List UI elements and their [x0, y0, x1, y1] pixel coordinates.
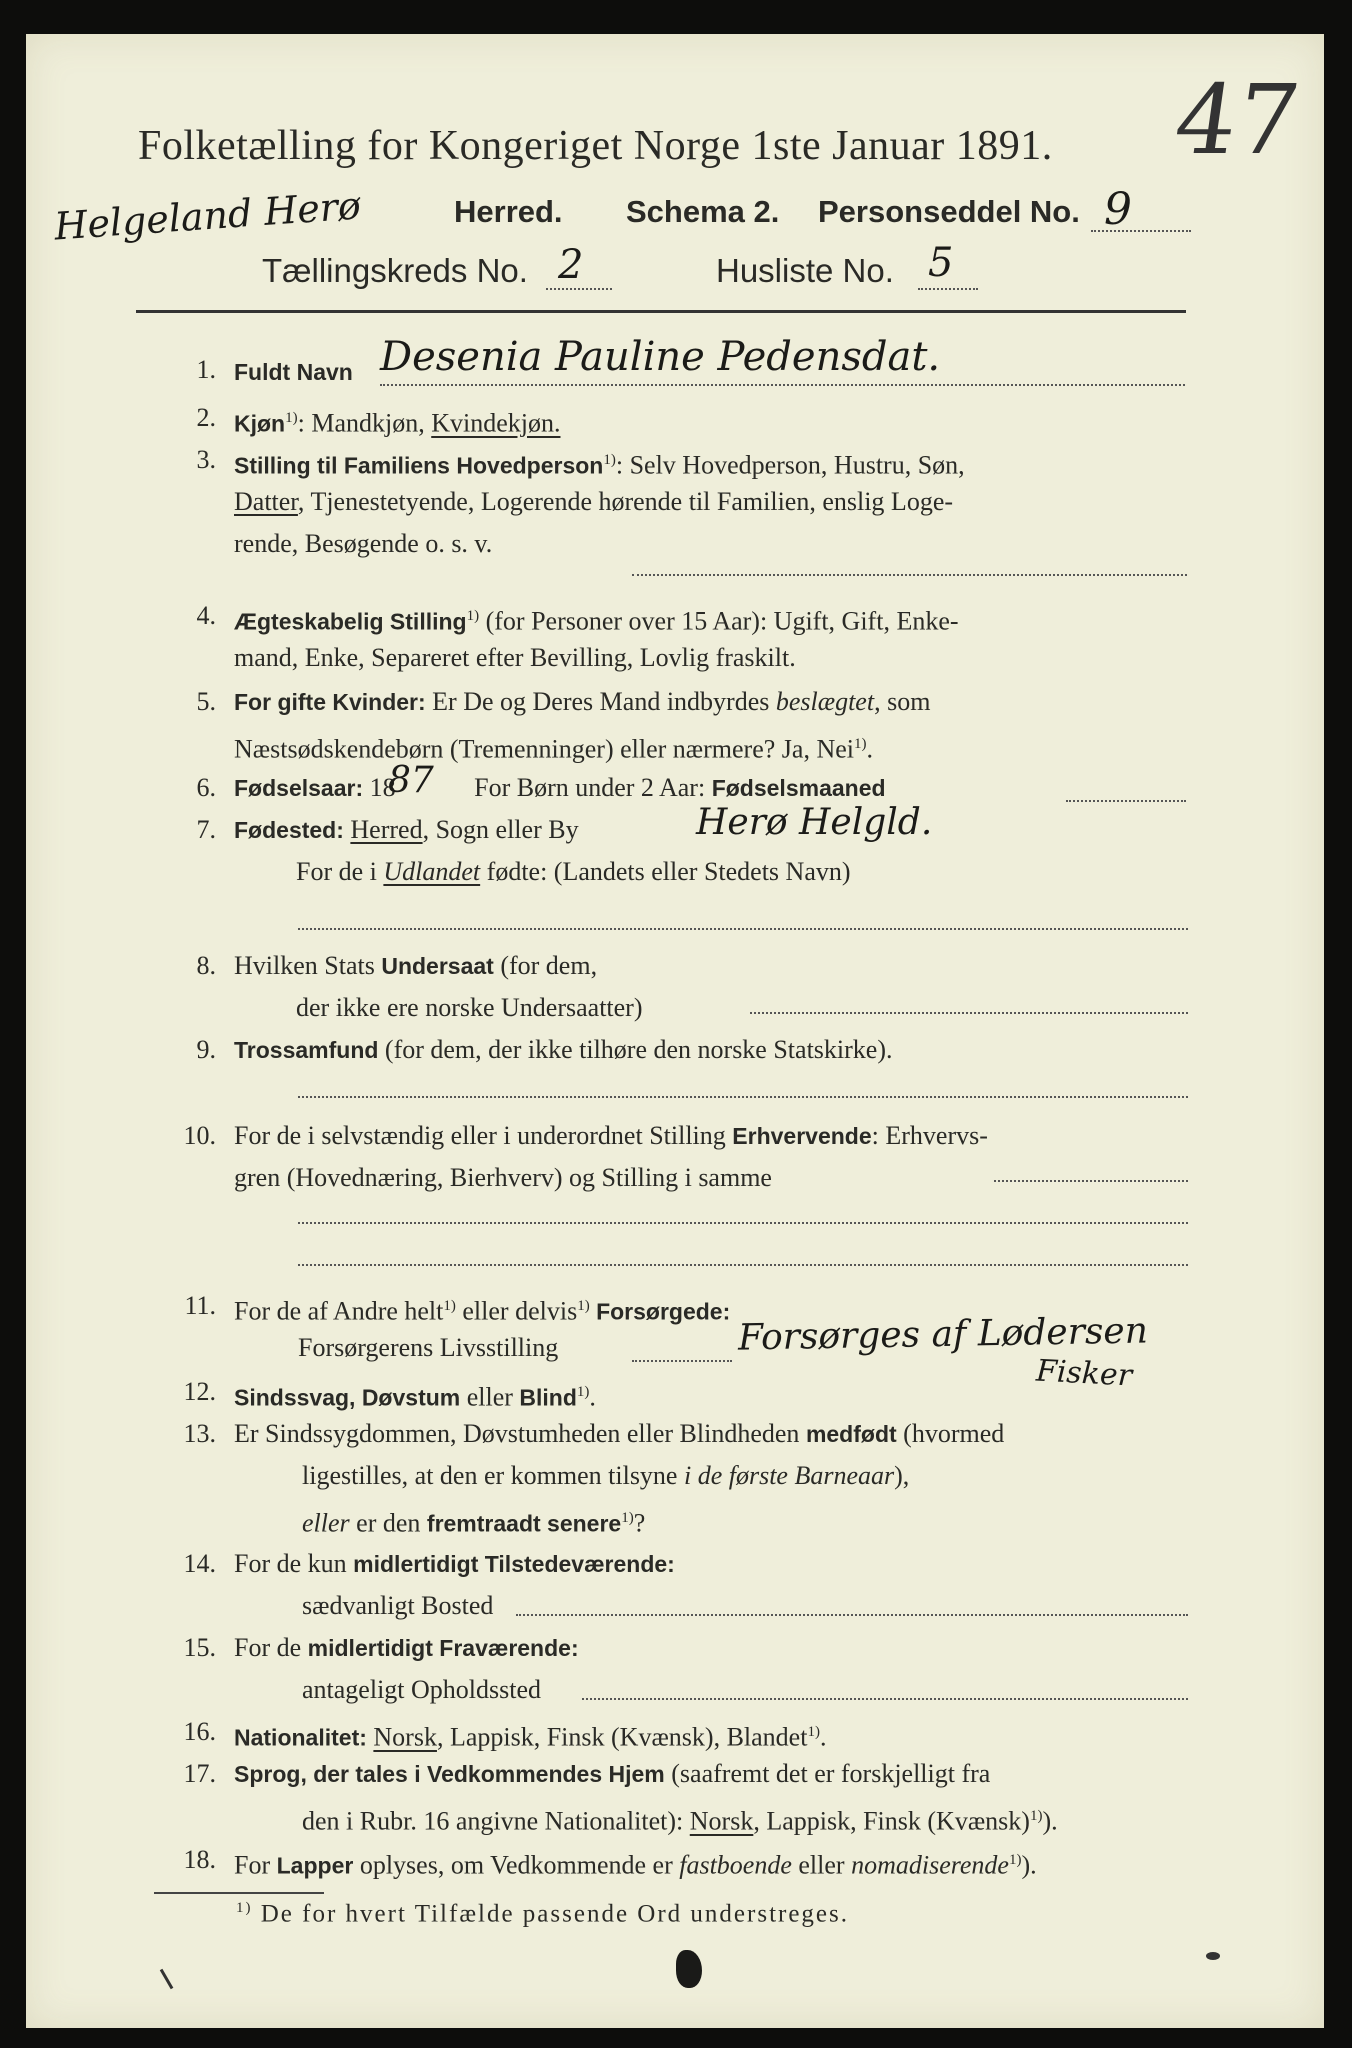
- herred-handwritten: Helgeland Herø: [52, 183, 363, 249]
- form-title: Folketælling for Kongeriget Norge 1ste Januar 1891.: [138, 123, 1053, 169]
- full-name-value: Desenia Pauline Pedensdat.: [380, 334, 941, 380]
- kjon-marked: Kvindekjøn.: [431, 408, 561, 438]
- census-form-sheet: Folketælling for Kongeriget Norge 1ste Januar 1891. 47 Helgeland Herø Herred. Schema 2. Personseddel No. 9 Tællingskreds No. 2 Husliste No. 5 1. Fuldt Navn Desenia Pauline Pedensdat. 2. Kjøn$^{1)}$: Mandkjøn, Kvindekjøn. 3. Stilling til Familiens Hovedperson$^{1)}$: Selv Hovedperson, Hustru, Søn, Datter, Tjenestetyende, Logerende hørende til Familien, enslig Loge- rende, Besøgende o. s. v. 4. Ægteskabelig Stilling$^{1)}$ (for Personer over 15 Aar): Ugift, Gift, Enke- mand, Enke, Separeret efter Bevilling, Lovlig fraskilt. 5. For gifte Kvinder: Er De og Deres Mand indbyrdes beslægtet, som Næstsødskendebørn (Tremenninger) eller nærmere? Ja, Nei$^{1)}$. 6. Fødselsaar: 18 For Børn under 2 Aar: Fødselsmaaned 87 7. Fødested: Herred, Sogn eller By For de i Udlandet fødte: (Landets eller Stedets Navn) Herø Helgld. 8. Hvilken Stats Undersaat (for dem, der ikke ere norske Undersaatter) 9. Trossamfund (for dem, der ikke tilhøre den norske Statskirke). 10. For de i selvstændig eller i underordnet Stilling Erhvervende: Erhvervs- gren (Hovednæring, Bierhverv) og Stilling i samme 11. For de af Andre helt$^{1)}$ eller delvis$^{1)}$ Forsørgede: Forsørgerens Livsstilling Forsørges af Lødersen Fisker 12. Sindssvag, Døvstum eller Blind$^{1)}$. 13. Er Sindssygdommen, Døvstumheden eller Blindheden medfødt (hvormed ligestilles, at den er kommen tilsyne i de første Barneaar), eller er den fremtraadt senere$^{1)}$? 14. For de kun midlertidigt Tilstedeværende: sædvanligt Bosted 15. For de midlertidigt Fraværende: antageligt Opholdssted 16. Nationalitet: Norsk, Lappisk, Finsk (Kvænsk), Blandet$^{1)}$. 17. Sprog, der tales i Vedkommendes Hjem (saafremt det er forskjelligt fra den i Rubr. 16 angivne Nationalitet): Norsk, Lappisk, Finsk (Kvænsk)$^{1)}$). 18. For Lapper oplyses, om Vedkommende er fastboende eller nomadiserende$^{1)}$). $^{1)}$ De for hvert Tilfælde passende Ord understreges.: [26, 34, 1324, 2028]
- personseddel-number: 9: [1104, 184, 1132, 235]
- item-13: 13. Er Sindssygdommen, Døvstumheden eller Blindheden medfødt (hvormed ligestilles, at den er kommen tilsyne i de første Barneaar), eller er den fremtraadt senere$^{1)}$?: [183, 1419, 1005, 1538]
- kreds-label: Tællingskreds No.: [262, 252, 528, 289]
- provider-value: Forsørges af Lødersen: [737, 1310, 1149, 1359]
- header-rule: [136, 310, 1186, 313]
- husliste-label: Husliste No.: [716, 252, 894, 289]
- stilling-marked: Datter: [234, 487, 298, 516]
- item-15: 15. For de midlertidigt Fraværende: antageligt Opholdssted: [183, 1633, 579, 1704]
- footnote-rule: [154, 1892, 324, 1894]
- kreds-number: 2: [558, 242, 584, 288]
- birth-year-value: 87: [388, 760, 434, 801]
- schema-label: Schema 2.: [626, 194, 780, 229]
- item-10: 10. For de i selvstændig eller i underordnet Stilling Erhvervende: Erhvervs- gren (Hovednæring, Bierhverv) og Stilling i samme: [183, 1121, 988, 1192]
- nationality-marked: Norsk: [373, 1722, 437, 1752]
- item-3: 3. Stilling til Familiens Hovedperson$^{1)}$: Selv Hovedperson, Hustru, Søn, Datter, Tjenestetyende, Logerende hørende til Familien, enslig Loge- rende, Besøgende o. s. v.: [196, 445, 965, 558]
- ink-mark: [160, 1961, 187, 1990]
- provider-occupation-value: Fisker: [1035, 1353, 1133, 1394]
- item-7: 7. Fødested: Herred, Sogn eller By For de i Udlandet fødte: (Landets eller Stedets Navn): [196, 815, 851, 886]
- husliste-number: 5: [928, 240, 954, 286]
- personseddel-label: Personseddel No.: [818, 194, 1080, 229]
- item-8: 8. Hvilken Stats Undersaat (for dem, der ikke ere norske Undersaatter): [196, 951, 643, 1022]
- item-4: 4. Ægteskabelig Stilling$^{1)}$ (for Personer over 15 Aar): Ugift, Gift, Enke- mand, Enke, Separeret efter Bevilling, Lovlig fraskilt.: [196, 601, 959, 672]
- item-17: 17. Sprog, der tales i Vedkommendes Hjem (saafremt det er forskjelligt fra den i Rubr. 16 angivne Nationalitet): Norsk, Lappisk, Finsk (Kvænsk)$^{1)}$).: [183, 1759, 1058, 1836]
- item-14: 14. For de kun midlertidigt Tilstedeværende: sædvanligt Bosted: [183, 1549, 675, 1620]
- item-5: 5. For gifte Kvinder: Er De og Deres Mand indbyrdes beslægtet, som Næstsødskendebørn (Tremenninger) eller nærmere? Ja, Nei$^{1)}$.: [196, 687, 931, 764]
- item-11: 11. For de af Andre helt$^{1)}$ eller delvis$^{1)}$ Forsørgede: Forsørgerens Livsstilling: [184, 1291, 731, 1362]
- item-1-label: Fuldt Navn: [234, 359, 353, 385]
- footnote: $^{1)}$ De for hvert Tilfælde passende Ord understreges.: [236, 1900, 850, 1928]
- birthplace-value: Herø Helgld.: [696, 802, 933, 843]
- language-marked: Norsk: [689, 1806, 754, 1836]
- ink-blot: [676, 1950, 702, 1988]
- archive-number: 47: [1168, 64, 1307, 176]
- herred-label: Herred.: [454, 194, 563, 229]
- ink-dot: [1206, 1952, 1220, 1960]
